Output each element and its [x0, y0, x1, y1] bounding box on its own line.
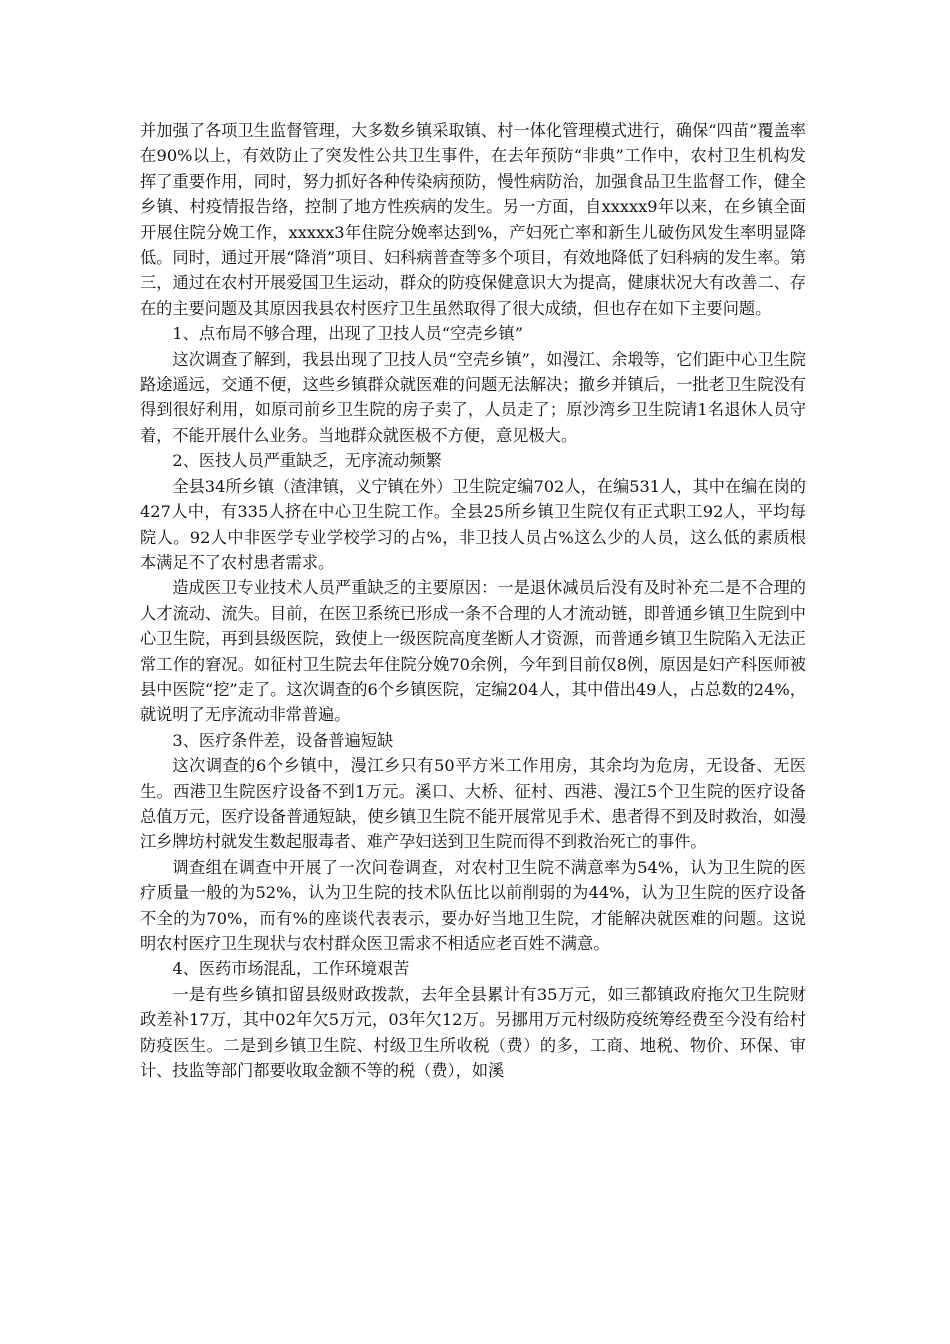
section-heading-2: 2、医技人员严重缺乏，无序流动频繁: [172, 451, 442, 471]
paragraph-7: 一是有些乡镇扣留县级财政拨款，去年全县累计有35万元，如三都镇政府拖欠卫生院财政差补17万，其中02年欠5万元，03年欠12万。另挪用万元村级防疫统筹经费至今没有给村防疫医生。二是到乡镇卫生院、村级卫生所收税（费）的多，工商、地税、物价、环保、审计、技监等部门都要收取金额不等的税（费），如溪: [140, 984, 806, 1081]
paragraph-6: 调查组在调查中开展了一次问卷调查，对农村卫生院不满意率为54%，认为卫生院的医疗质量一般的为52%，认为卫生院的技术队伍比以前削弱的为44%，认为卫生院的医疗设备不全的为70%，而有%的座谈代表表示，要办好当地卫生院，才能解决就医难的问题。这说明农村医疗卫生现状与农村群众医卫需求不相适应老百姓不满意。: [140, 857, 806, 953]
section-heading-1: 1、点布局不够合理，出现了卫技人员“空壳乡镇”: [172, 324, 523, 344]
paragraph-2: 这次调查了解到，我县出现了卫技人员“空壳乡镇”，如漫江、余塅等，它们距中心卫生院路途遥远，交通不便，这些乡镇群众就医难的问题无法解决；撤乡并镇后，一批老卫生院没有得到很好利用，如原司前乡卫生院的房子卖了，人员走了；原沙湾乡卫生院请1名退休人员守着，不能开展什么业务。当地群众就医极不方便，意见极大。: [140, 349, 806, 445]
document-body: [140, 118, 806, 1083]
paragraph-4: 造成医卫专业技术人员严重缺乏的主要原因：一是退休减员后没有及时补充二是不合理的人才流动、流失。目前，在医卫系统已形成一条不合理的人才流动链，即普通乡镇卫生院到中心卫生院，再到县级医院，致使上一级医院高度垄断人才资源，而普通乡镇卫生院陷入无法正常工作的窘况。如征村卫生院去年住院分娩70余例，今年到目前仅8例，原因是妇产科医师被县中医院“挖”走了。这次调查的6个乡镇医院，定编204人，其中借出49人，占总数的24%，就说明了无序流动非常普遍。: [140, 578, 806, 725]
section-heading-3: 3、医疗条件差，设备普遍短缺: [172, 730, 394, 750]
paragraph-5: 这次调查的6个乡镇中，漫江乡只有50平方米工作用房，其余均为危房，无设备、无医生。西港卫生院医疗设备不到1万元。溪口、大桥、征村、西港、漫江5个卫生院的医疗设备总值万元，医疗设备普通短缺，使乡镇卫生院不能开展常见手术、患者得不到及时救治，如漫江乡牌坊村就发生数起服毒者、难产孕妇送到卫生院而得不到救治死亡的事件。: [140, 756, 806, 852]
section-heading-4: 4、医药市场混乱，工作环境艰苦: [172, 959, 410, 979]
paragraph-1: 并加强了各项卫生监督管理，大多数乡镇采取镇、村一体化管理模式进行，确保“四苗”覆盖率在90%以上，有效防止了突发性公共卫生事件，在去年预防“非典”工作中，农村卫生机构发挥了重要作用，同时，努力抓好各种传染病预防，慢性病防治，加强食品卫生监督工作，健全乡镇、村疫情报告络，控制了地方性疾病的发生。另一方面，自xxxxx9年以来，在乡镇全面开展住院分娩工作，xxxxx3年住院分娩率达到%，产妇死亡率和新生儿破伤风发生率明显降低。同时，通过开展“降消”项目、妇科病普查等多个项目，有效地降低了妇科病的发生率。第三，通过在农村开展爱国卫生运动，群众的防疫保健意识大为提高，健康状况大有改善二、存在的主要问题及其原因我县农村医疗卫生虽然取得了很大成绩，但也存在如下主要问题。: [140, 121, 806, 318]
paragraph-3: 全县34所乡镇（渣津镇，义宁镇在外）卫生院定编702人，在编531人，其中在编在岗的427人中，有335人挤在中心卫生院工作。全县25所乡镇卫生院仅有正式职工92人，平均每院人。92人中非医学专业学校学习的占%，非卫技人员占%这么少的人员，这么低的素质根本满足不了农村患者需求。: [140, 476, 806, 572]
